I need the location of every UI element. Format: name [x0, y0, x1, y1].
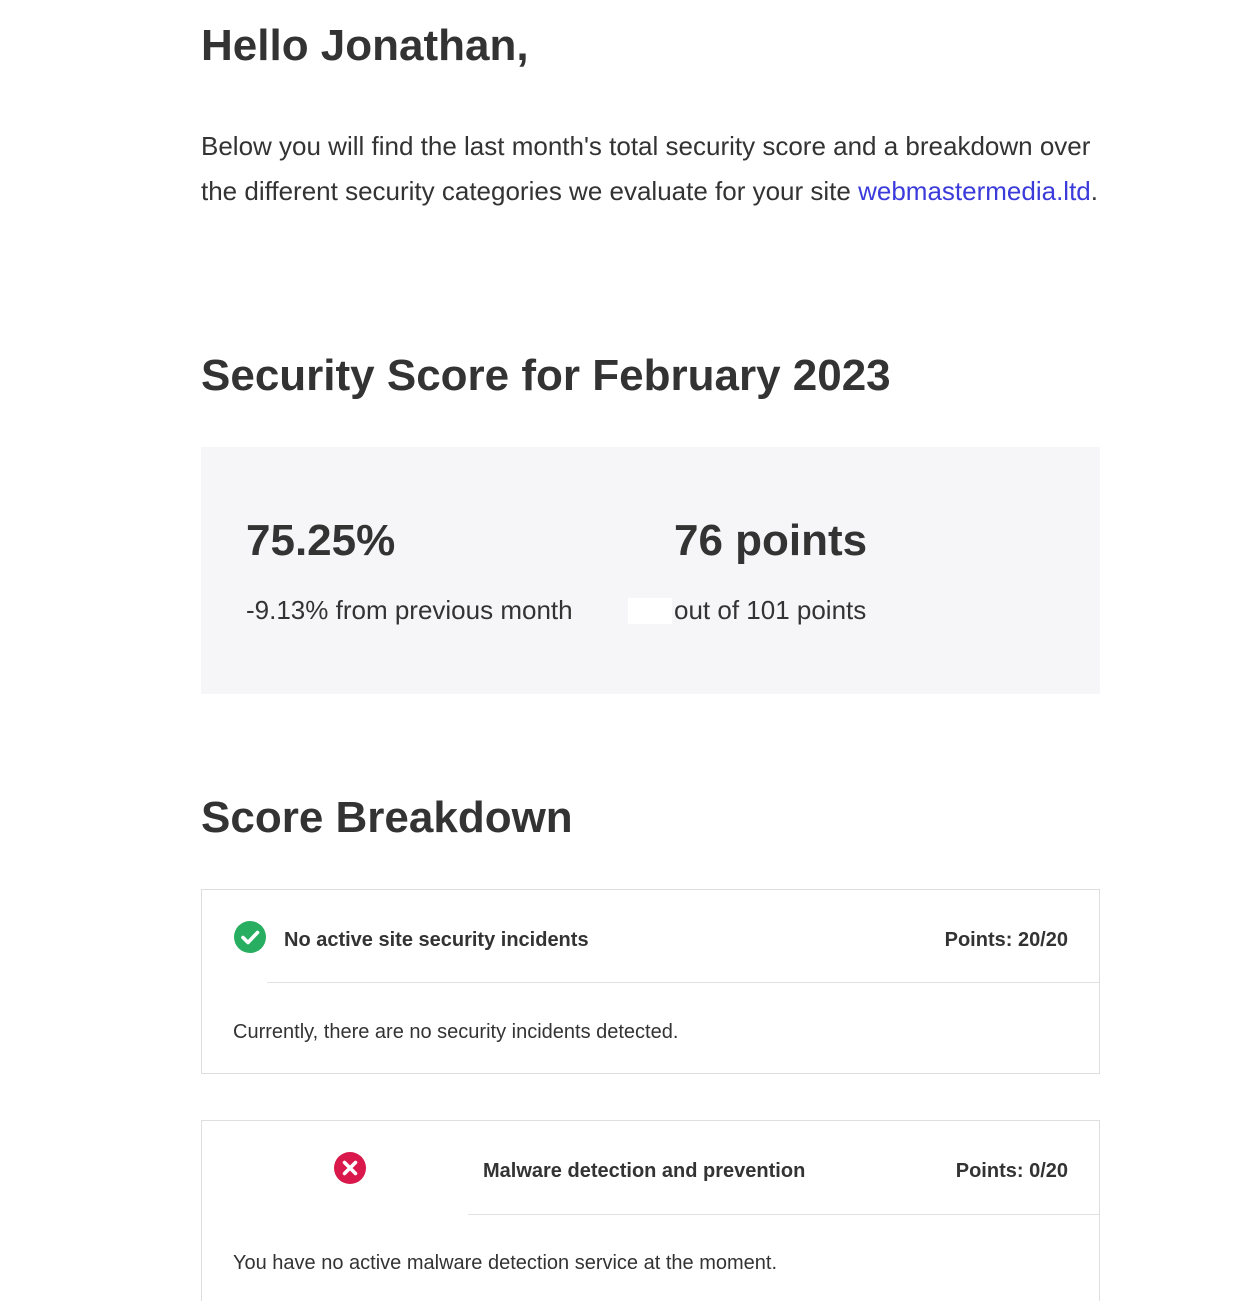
card-points: Points: 20/20 — [944, 929, 1068, 951]
x-circle-icon — [334, 1152, 366, 1184]
score-summary-box — [201, 447, 1100, 694]
card-description: You have no active malware detection service at the moment. — [233, 1252, 778, 1274]
breakdown-card-malware — [201, 1120, 1100, 1301]
site-link[interactable]: webmastermedia.ltd — [858, 176, 1091, 206]
card-divider — [267, 982, 1099, 983]
score-percent: 75.25% — [246, 516, 396, 565]
greeting-heading: Hello Jonathan, — [201, 21, 529, 70]
check-circle-icon — [234, 921, 266, 953]
security-score-heading: Security Score for February 2023 — [201, 351, 891, 400]
score-percent-change: -9.13% from previous month — [246, 595, 573, 625]
breakdown-card-incidents — [201, 889, 1100, 1074]
intro-trailing: . — [1090, 176, 1098, 206]
intro-text: Below you will find the last month's total security score and a breakdown over the different security categories we evaluate for your site — [201, 131, 1091, 206]
score-points-total: out of 101 points — [674, 595, 867, 625]
card-description: Currently, there are no security incidents detected. — [233, 1021, 679, 1043]
card-divider — [468, 1214, 1099, 1215]
score-points: 76 points — [674, 516, 868, 565]
card-title: No active site security incidents — [284, 929, 589, 951]
score-breakdown-heading: Score Breakdown — [201, 793, 573, 842]
intro-paragraph — [201, 124, 1100, 214]
card-points: Points: 0/20 — [955, 1160, 1068, 1182]
card-title: Malware detection and prevention — [483, 1160, 806, 1182]
redaction-block — [628, 598, 672, 624]
